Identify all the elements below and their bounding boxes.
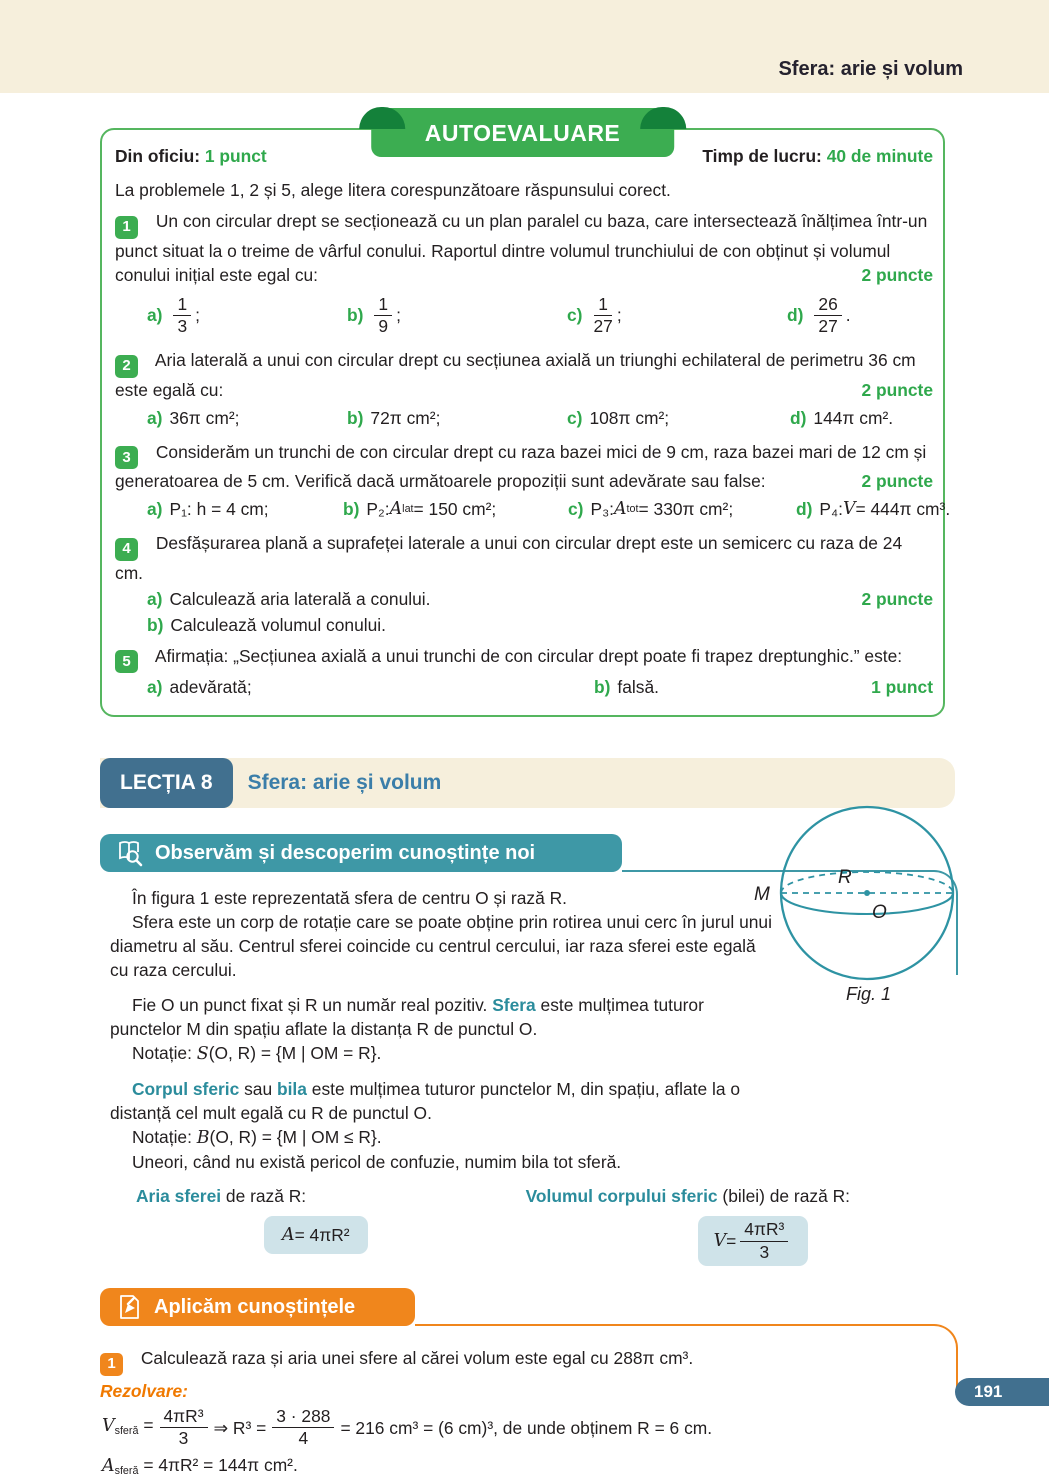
option-a: a) 36π cm²; xyxy=(147,407,240,428)
timp-label: Timp de lucru: xyxy=(702,146,827,166)
option-b: b) P₂: A lat = 150 cm²; xyxy=(343,499,497,520)
term-sfera: Sfera xyxy=(492,995,536,1016)
option-letter: d) xyxy=(787,305,804,326)
label-o: O xyxy=(872,902,887,923)
apply-problem-1-text: Calculează raza și aria unei sfere al cărei volum este egal cu 288π cm³. xyxy=(140,1348,694,1369)
term-bila: bila xyxy=(276,1079,307,1100)
problem-3-options xyxy=(115,497,951,521)
label-r: R xyxy=(838,867,852,888)
area-formula-box: A = 4πR² xyxy=(264,1216,368,1254)
problem-4-number-badge: 4 xyxy=(115,538,138,561)
option-c: c) P₃: A tot = 330π cm²; xyxy=(568,499,734,520)
option-letter: b) xyxy=(347,305,364,326)
problem-2-number-badge: 2 xyxy=(115,355,138,378)
observe-header xyxy=(100,834,622,872)
sphere-figure xyxy=(750,796,970,1004)
din-oficiu xyxy=(115,144,267,168)
option-b: b) $\frac{1}{9}$ ; xyxy=(347,293,401,336)
problem-4-option-a: a) Calculează aria laterală a conului. 2 puncte xyxy=(147,588,933,609)
problem-2-points: 2 puncte xyxy=(861,379,933,400)
observe-para-1: În figura 1 este reprezentată sfera de centru O și rază R. xyxy=(132,888,567,909)
observe-header-label: Observăm și descoperim cunoștințe noi xyxy=(155,842,536,865)
problem-1-options xyxy=(115,295,933,337)
din-oficiu-value: 1 punct xyxy=(204,146,267,166)
option-b: b) 72π cm²; xyxy=(347,407,441,428)
apply-decorative-line xyxy=(415,1324,958,1389)
observe-para-4: Corpul sferic sau bila este mulțimea tuturor punctelor M, din spațiu, aflate la o distanță cel mult egală cu R de punctul O. xyxy=(110,1079,740,1124)
problem-4-text: Desfășurarea plană a suprafeței laterale a unui con circular drept este un semicerc cu raza de 24 cm. xyxy=(115,533,903,583)
problem-5-points: 1 punct xyxy=(871,677,933,698)
script-s: S xyxy=(196,1044,209,1065)
fraction: $\frac{26}{27}$ xyxy=(814,295,841,337)
din-oficiu-label: Din oficiu: xyxy=(115,146,205,166)
option-c: c) 108π cm²; xyxy=(567,407,670,428)
fraction: $\frac{3 \cdot 288}{4}$ xyxy=(272,1407,334,1449)
solution-line-1: $V_{sferă}$ = $\frac{\text{4πR³}}{3}$ ⇒ R³ = $\frac{3 \cdot 288}{4}$ = 216 cm³ = (6 cm)³, de unde obținem R = 6 cm. xyxy=(102,1405,713,1449)
volume-formula-box: V = $\frac{\text{4πR³}}{3}$ xyxy=(698,1216,809,1266)
option-b: b) falsă. xyxy=(594,677,659,698)
problem-3-number-badge: 3 xyxy=(115,446,138,469)
observe-para-3: Fie O un punct fixat și R un număr real pozitiv. Sfera este mulțimea tuturor punctelor M din spațiu aflate la distanța R de punctul O. xyxy=(110,995,704,1040)
pen-icon xyxy=(116,1294,142,1320)
problem-3-text: Considerăm un trunchi de con circular drept cu raza bazei mici de 9 cm, raza bazei mari de 12 cm și generatoarea de 5 cm. Verifică dacă următoarele propoziții sunt adevărate sau false: xyxy=(115,441,927,492)
problem-1-number-badge: 1 xyxy=(115,216,138,239)
option-letter: c) xyxy=(567,305,583,326)
timp-lucru xyxy=(702,144,933,168)
problem-3-statement xyxy=(115,440,933,494)
problem-1-points: 2 puncte xyxy=(861,264,933,285)
observe-para-5: Uneori, când nu există pericol de confuzie, numim bila tot sferă. xyxy=(132,1152,622,1173)
page-title: Sfera: arie și volum xyxy=(778,58,963,80)
fraction: $\frac{\text{4πR³}}{3}$ xyxy=(740,1220,788,1262)
lesson-title: Sfera: arie și volum xyxy=(247,771,442,795)
option-letter: a) xyxy=(147,305,163,326)
problem-5-text: Afirmația: „Secțiunea axială a unui trunchi de con circular drept poate fi trapez dreptunghic.” este: xyxy=(154,645,903,666)
option-a: a) adevărată; xyxy=(147,677,252,698)
problem-1-statement xyxy=(115,209,933,287)
fraction: $\frac{1}{3}$ xyxy=(173,295,191,337)
problem-2-text: Aria laterală a unui con circular drept cu secțiunea axială un triunghi echilateral de perimetru 36 cm este egală cu: xyxy=(115,350,916,400)
solution-line-2: $A_{sferă} = 4\pi R^2 = 144\pi$ cm². xyxy=(102,1454,298,1478)
option-a: a) P₁: h = 4 cm; xyxy=(147,499,269,520)
problem-5-options xyxy=(115,675,933,699)
lesson-number-badge: LECȚIA 8 xyxy=(100,758,233,808)
book-search-icon xyxy=(116,840,143,867)
option-a: a) $\frac{1}{3}$ ; xyxy=(147,293,200,336)
page-header xyxy=(0,0,1049,93)
problem-5-number-badge: 5 xyxy=(115,650,138,673)
option-d: d) P₄: V = 444π cm³. xyxy=(796,499,951,520)
formula-boxes-row xyxy=(264,1216,1049,1266)
formula-labels-row xyxy=(100,1174,960,1208)
problem-2-options xyxy=(115,406,933,430)
notation-ball: Notație: B(O, R) = {M | OM ≤ R}. xyxy=(132,1127,382,1149)
rezolvare-label: Rezolvare: xyxy=(100,1380,188,1401)
page-number: 191 xyxy=(974,1382,1003,1401)
problem-4-points: 2 puncte xyxy=(861,588,933,609)
volume-label: Volumul corpului sferic (bilei) de rază R: xyxy=(525,1186,850,1207)
fraction: $\frac{\text{4πR³}}{3}$ xyxy=(160,1407,208,1449)
autoeval-box xyxy=(100,128,951,717)
term-corpul-sferic: Corpul sferic xyxy=(132,1079,240,1100)
option-c: c) $\frac{1}{27}$ ; xyxy=(567,293,622,336)
option-d: d) 144π cm². xyxy=(790,407,894,428)
apply-problem-1-badge: 1 xyxy=(100,1353,123,1376)
problem-5-statement xyxy=(115,644,933,674)
figure-caption: Fig. 1 xyxy=(846,984,892,1004)
autoeval-intro: La problemele 1, 2 și 5, alege litera corespunzătoare răspunsului corect. xyxy=(115,180,671,200)
observe-para-2: Sfera este un corp de rotație care se poate obține prin rotirea unui cerc în jurul unui diametru al său. Centrul sferei coincide cu centrul cercului, iar raza sferei este egală cu raza cercului. xyxy=(110,912,772,981)
problem-3-points: 2 puncte xyxy=(861,471,933,492)
timp-value: 40 de minute xyxy=(826,146,933,166)
script-b: B xyxy=(196,1128,210,1149)
notation-sphere: Notație: S(O, R) = {M | OM = R}. xyxy=(132,1043,382,1065)
autoeval-banner: AUTOEVALUARE xyxy=(371,108,675,157)
sphere-diagram xyxy=(750,796,970,992)
fraction: $\frac{1}{27}$ xyxy=(593,293,613,336)
problem-1-text: Un con circular drept se secționează cu un plan paralel cu baza, care intersectează înălțimea într-un punct situat la o treime de vârful conului. Raportul dintre volumul trunchiului de con obținut și volumul conului inițial este egal cu: xyxy=(115,211,928,285)
apply-section xyxy=(100,1288,1049,1326)
apply-header xyxy=(100,1288,415,1326)
problem-2-statement xyxy=(115,348,933,402)
label-m: M xyxy=(754,884,770,905)
area-label: Aria sferei de rază R: xyxy=(136,1186,307,1207)
problem-4-option-b: b) Calculează volumul conului. xyxy=(147,614,386,635)
page-number-tab xyxy=(955,1378,1049,1406)
autoeval-section xyxy=(100,120,951,717)
option-d: d) $\frac{26}{27}$ . xyxy=(787,293,851,336)
fraction: $\frac{1}{9}$ xyxy=(374,295,392,337)
problem-4-statement xyxy=(115,531,933,585)
apply-header-label: Aplicăm cunoștințele xyxy=(154,1296,356,1319)
